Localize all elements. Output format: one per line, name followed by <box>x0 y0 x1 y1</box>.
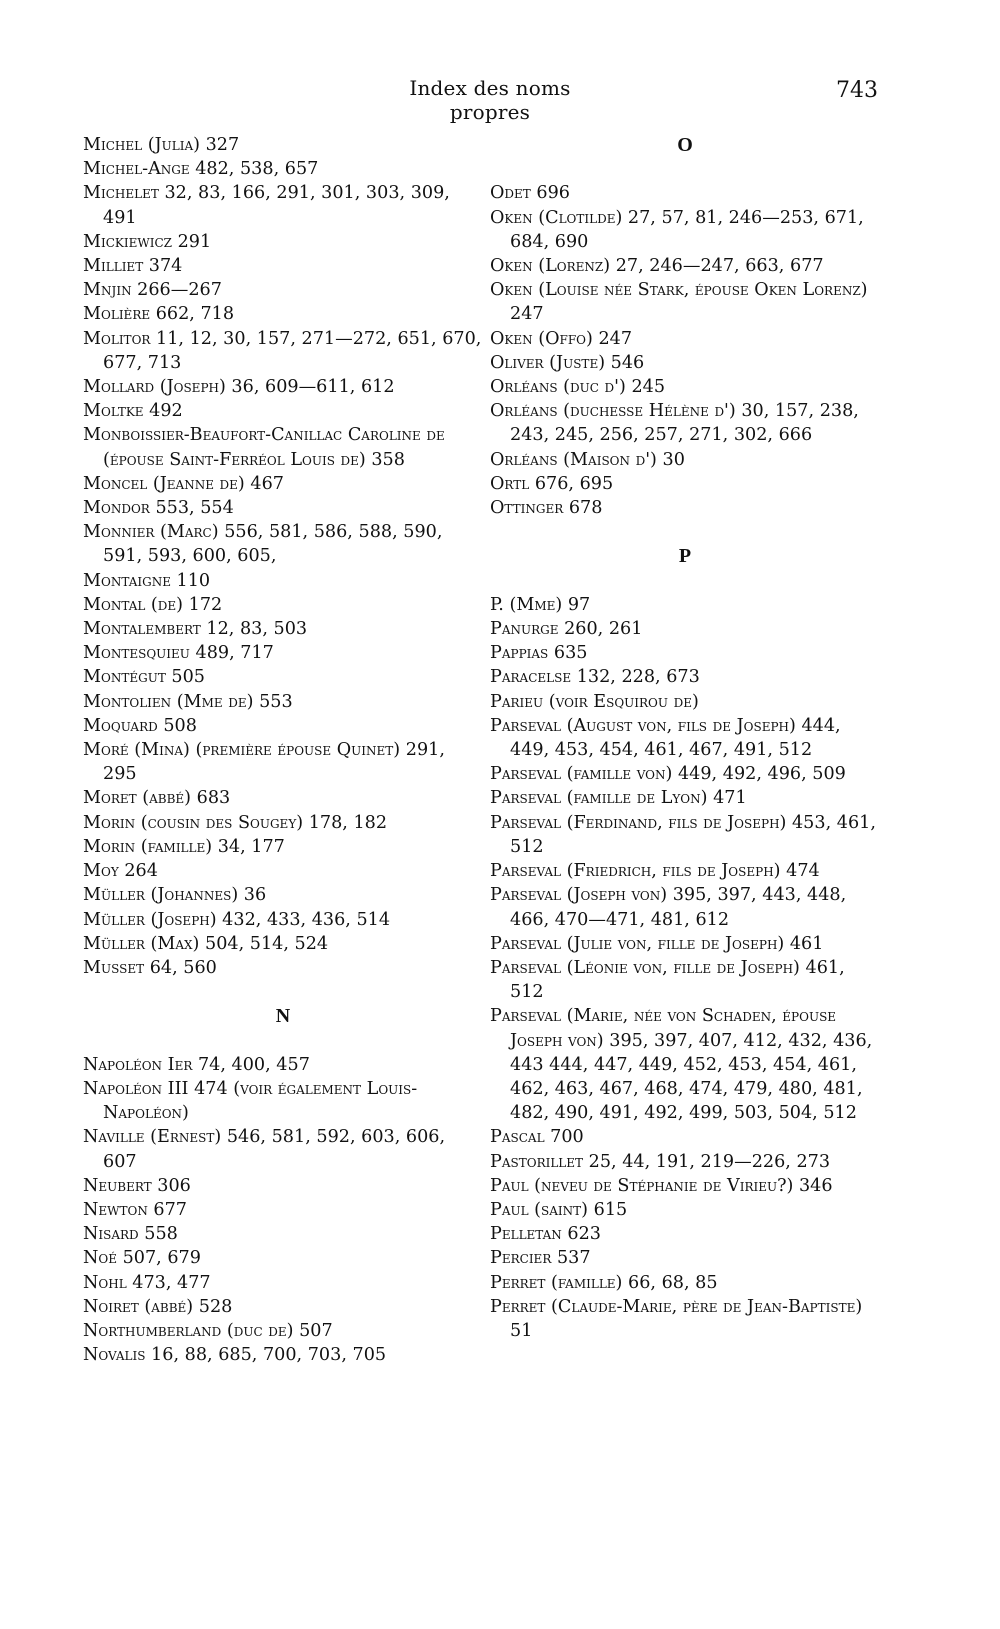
index-entry: Mickiewicz 291 <box>83 231 212 252</box>
index-entry: Pastorillet 25, 44, 191, 219—226, 273 <box>490 1151 831 1172</box>
index-entry: Oliver (Juste) 546 <box>490 352 645 373</box>
index-entry: Moy 264 <box>83 861 158 882</box>
index-entry: Müller (Max) 504, 514, 524 <box>83 933 329 954</box>
section-letter: N <box>275 1005 291 1028</box>
index-entry: Ortl 676, 695 <box>490 473 614 494</box>
index-entry: Moltke 492 <box>83 401 183 422</box>
section-spacer <box>490 520 880 544</box>
index-entry: Northumberland (duc de) 507 <box>83 1320 333 1341</box>
index-entry: Molitor 11, 12, 30, 157, 271—272, 651, 670, 677, 713 <box>83 328 482 373</box>
index-entry: Parieu (voir Esquirou de) <box>490 691 699 712</box>
index-entry: Parseval (August von, fils de Joseph) 444, 449, 453, 454, 461, 467, 491, 512 <box>490 715 841 761</box>
index-entry: Perret (Claude-Marie, père de Jean-Baptiste) 51 <box>490 1296 863 1341</box>
index-entry: Paracelse 132, 228, 673 <box>490 667 700 688</box>
section-spacer <box>490 157 880 181</box>
index-entry: Panurge 260, 261 <box>490 619 643 640</box>
index-entry: Nohl 473, 477 <box>83 1272 211 1293</box>
index-entry: Montégut 505 <box>83 667 205 688</box>
index-entry: Milliet 374 <box>83 256 183 277</box>
index-entry: Paul (neveu de Stéphanie de Virieu?) 346 <box>490 1175 833 1196</box>
index-entry: Monnier (Marc) 556, 581, 586, 588, 590, 591, 593, 600, 605, <box>83 522 443 567</box>
index-entry: Nisard 558 <box>83 1224 178 1245</box>
index-entry: Michel (Julia) 327 <box>83 135 240 155</box>
index-entry: Mollard (Joseph) 36, 609—611, 612 <box>83 377 395 398</box>
section-spacer <box>490 569 880 593</box>
index-entry: Morin (cousin des Sougey) 178, 182 <box>83 812 388 833</box>
index-entry: Orléans (duc d') 245 <box>490 377 666 398</box>
section-spacer <box>83 1029 483 1053</box>
index-entry: P. (Mme) 97 <box>490 594 591 615</box>
index-entry: Parseval (Julie von, fille de Joseph) 461 <box>490 933 824 954</box>
index-entry: Morin (famille) 34, 177 <box>83 836 285 857</box>
index-entry: Parseval (Léonie von, fille de Joseph) 461, 512 <box>490 957 845 1003</box>
index-entry: Parseval (Joseph von) 395, 397, 443, 448, 466, 470—471, 481, 612 <box>490 885 847 930</box>
section-letter: P <box>678 545 692 568</box>
section-spacer <box>83 980 483 1004</box>
index-entry: Montal (de) 172 <box>83 594 223 615</box>
index-entry: Mondor 553, 554 <box>83 498 234 519</box>
index-column-right <box>490 133 880 1343</box>
index-entry: Parseval (Ferdinand, fils de Joseph) 453, 461, 512 <box>490 812 876 857</box>
index-entry: Montolien (Mme de) 553 <box>83 691 293 712</box>
index-entry: Noiret (abbé) 528 <box>83 1296 233 1317</box>
index-entry: Moré (Mina) (première épouse Quinet) 291, 295 <box>83 740 445 785</box>
index-entry: Noé 507, 679 <box>83 1248 201 1269</box>
index-entry: Percier 537 <box>490 1248 591 1269</box>
index-entry: Müller (Johannes) 36 <box>83 885 267 906</box>
index-entry: Moncel (Jeanne de) 467 <box>83 473 284 494</box>
index-entry: Oken (Lorenz) 27, 246—247, 663, 677 <box>490 256 824 277</box>
index-entry: Orléans (Maison d') 30 <box>490 449 685 470</box>
index-entry: Montalembert 12, 83, 503 <box>83 619 308 640</box>
index-entry: Parseval (famille von) 449, 492, 496, 509 <box>490 764 846 785</box>
index-entry: Mnjin 266—267 <box>83 280 222 301</box>
index-entry: Newton 677 <box>83 1199 188 1220</box>
index-entry: Müller (Joseph) 432, 433, 436, 514 <box>83 909 391 930</box>
index-entry: Neubert 306 <box>83 1175 191 1196</box>
index-entry: Moquard 508 <box>83 715 197 736</box>
index-entry: Pascal 700 <box>490 1127 584 1148</box>
index-entry: Pappias 635 <box>490 643 588 664</box>
index-entry: Michelet 32, 83, 166, 291, 301, 303, 309, 491 <box>83 183 450 228</box>
page-number: 743 <box>836 78 878 103</box>
index-entry: Pelletan 623 <box>490 1224 601 1245</box>
index-entry: Novalis 16, 88, 685, 700, 703, 705 <box>83 1345 387 1366</box>
index-entry: Orléans (duchesse Hélène d') 30, 157, 238, 243, 245, 256, 257, 271, 302, 666 <box>490 401 859 446</box>
index-column-left <box>83 133 483 1367</box>
index-entry: Oken (Offo) 247 <box>490 328 633 349</box>
index-entry: Napoléon III 474 (voir également Louis-Napoléon) <box>83 1078 418 1124</box>
index-entry: Oken (Louise née Stark, épouse Oken Lorenz) 247 <box>490 280 868 325</box>
index-entry: Ottinger 678 <box>490 498 603 519</box>
index-entry: Moret (abbé) 683 <box>83 788 231 809</box>
index-entry: Montaigne 110 <box>83 570 211 591</box>
index-entry: Parseval (Friedrich, fils de Joseph) 474 <box>490 861 820 882</box>
index-entry: Molière 662, 718 <box>83 304 235 325</box>
index-entry: Oken (Clotilde) 27, 57, 81, 246—253, 671, 684, 690 <box>490 207 864 252</box>
index-entry: Montesquieu 489, 717 <box>83 643 274 664</box>
index-entry: Michel-Ange 482, 538, 657 <box>83 159 319 180</box>
section-letter: O <box>677 134 693 156</box>
index-entry: Monboissier-Beaufort-Canillac Caroline de (épouse Saint-Ferréol Louis de) 358 <box>83 425 445 470</box>
index-entry: Parseval (famille de Lyon) 471 <box>490 788 747 809</box>
index-entry: Odet 696 <box>490 183 570 204</box>
index-entry: Parseval (Marie, née von Schaden, épouse Joseph von) 395, 397, 407, 412, 432, 436, 443 444, 447, 449, 452, 453, 454, 461, 462, 463, 467, 468, 474, 479, 480, 481, 482, 490, 491, 492, 499, 503, 504, 512 <box>490 1006 873 1124</box>
index-entry: Napoléon Ier 74, 400, 457 <box>83 1054 310 1075</box>
index-entry: Perret (famille) 66, 68, 85 <box>490 1272 718 1293</box>
running-header: Index des noms propres <box>409 76 571 124</box>
index-entry: Paul (saint) 615 <box>490 1199 628 1220</box>
index-entry: Naville (Ernest) 546, 581, 592, 603, 606, 607 <box>83 1127 446 1172</box>
index-entry: Musset 64, 560 <box>83 957 217 978</box>
